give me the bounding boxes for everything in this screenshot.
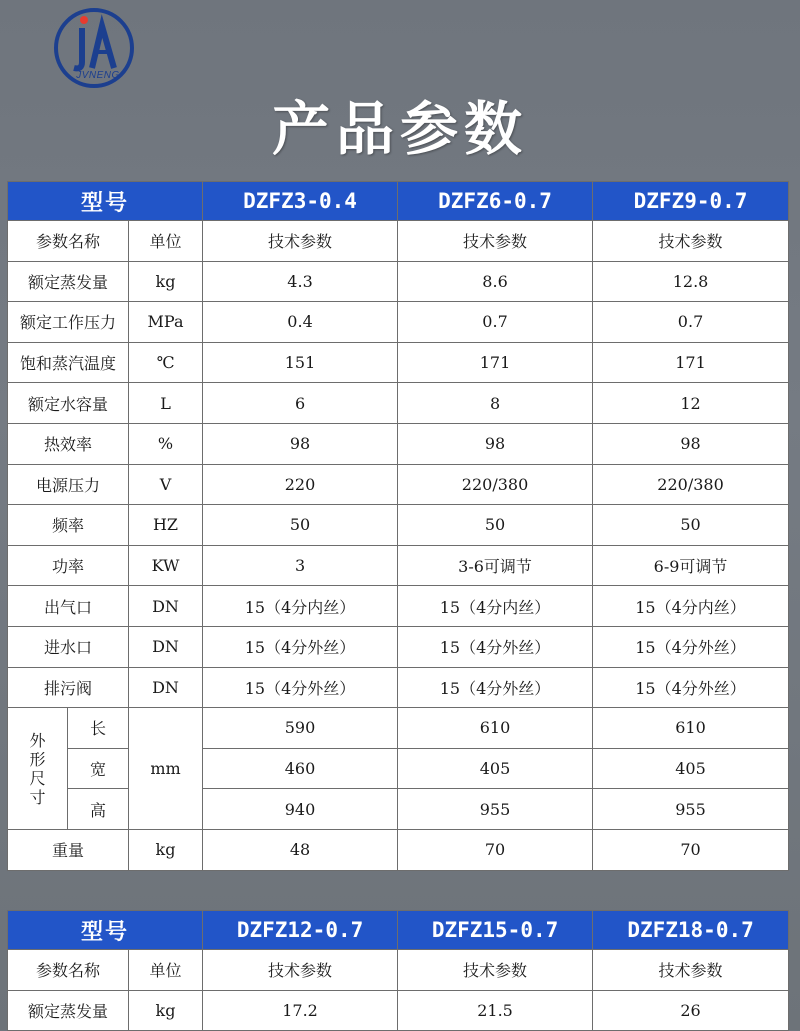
param-value: 8: [398, 383, 593, 424]
param-value: 610: [398, 708, 593, 749]
model-name: DZFZ9-0.7: [593, 182, 789, 221]
param-value: 6-9可调节: [593, 545, 789, 586]
param-value: 220/380: [593, 464, 789, 505]
param-value: 98: [398, 423, 593, 464]
param-unit: DN: [129, 667, 203, 708]
param-value: 15（4分外丝）: [398, 626, 593, 667]
param-value: 0.4: [203, 302, 398, 343]
param-value: 220/380: [398, 464, 593, 505]
table-header-row: [8, 182, 789, 221]
dimension-name: 长: [68, 708, 129, 749]
param-value: 151: [203, 342, 398, 383]
param-value: 0.7: [593, 302, 789, 343]
param-value: 技术参数: [203, 950, 398, 991]
param-value: 15（4分外丝）: [593, 626, 789, 667]
dimension-unit: mm: [129, 708, 203, 830]
spec-table-2: [7, 910, 789, 1031]
param-value: 50: [203, 505, 398, 546]
param-name: 额定蒸发量: [8, 261, 129, 302]
param-name: 热效率: [8, 423, 129, 464]
param-unit: 单位: [129, 221, 203, 262]
table-row: [8, 545, 789, 586]
param-value: 70: [593, 829, 789, 870]
param-value: 21.5: [398, 990, 593, 1031]
table-row: [8, 383, 789, 424]
param-unit: ℃: [129, 342, 203, 383]
param-name: 功率: [8, 545, 129, 586]
param-name: 进水口: [8, 626, 129, 667]
dimensions-label: [8, 708, 68, 830]
param-value: 17.2: [203, 990, 398, 1031]
param-value: 3-6可调节: [398, 545, 593, 586]
param-value: 48: [203, 829, 398, 870]
param-value: 3: [203, 545, 398, 586]
param-unit: 单位: [129, 950, 203, 991]
table-row: [8, 748, 789, 789]
param-value: 955: [398, 789, 593, 830]
param-value: 15（4分内丝）: [203, 586, 398, 627]
param-value: 171: [593, 342, 789, 383]
table-row: [8, 950, 789, 991]
param-value: 6: [203, 383, 398, 424]
param-name: 额定蒸发量: [8, 990, 129, 1031]
param-unit: MPa: [129, 302, 203, 343]
param-value: 8.6: [398, 261, 593, 302]
param-unit: V: [129, 464, 203, 505]
param-value: 171: [398, 342, 593, 383]
param-value: 15（4分内丝）: [398, 586, 593, 627]
table-row: [8, 261, 789, 302]
table-row: [8, 221, 789, 262]
dimensions-label-text: 外 形 尺 寸: [29, 730, 46, 807]
param-name: 参数名称: [8, 950, 129, 991]
param-name: 额定水容量: [8, 383, 129, 424]
table-row: [8, 708, 789, 749]
param-value: 220: [203, 464, 398, 505]
table-row: [8, 586, 789, 627]
param-value: 98: [203, 423, 398, 464]
param-value: 技术参数: [593, 221, 789, 262]
param-value: 15（4分外丝）: [203, 667, 398, 708]
table-header-row: [8, 911, 789, 950]
param-value: 26: [593, 990, 789, 1031]
param-value: 0.7: [398, 302, 593, 343]
param-unit: L: [129, 383, 203, 424]
table-row: [8, 789, 789, 830]
table-row: [8, 423, 789, 464]
param-value: 技术参数: [593, 950, 789, 991]
model-name: DZFZ15-0.7: [398, 911, 593, 950]
model-name: DZFZ18-0.7: [593, 911, 789, 950]
param-name: 电源压力: [8, 464, 129, 505]
param-value: 405: [398, 748, 593, 789]
param-value: 405: [593, 748, 789, 789]
table-row: [8, 342, 789, 383]
param-value: 15（4分外丝）: [593, 667, 789, 708]
param-unit: HZ: [129, 505, 203, 546]
table-row: [8, 302, 789, 343]
param-unit: kg: [129, 829, 203, 870]
table-row: [8, 667, 789, 708]
param-name: 出气口: [8, 586, 129, 627]
param-unit: KW: [129, 545, 203, 586]
param-name: 参数名称: [8, 221, 129, 262]
model-header-label: 型号: [8, 182, 203, 221]
param-value: 15（4分外丝）: [398, 667, 593, 708]
param-unit: %: [129, 423, 203, 464]
param-value: 98: [593, 423, 789, 464]
model-name: DZFZ3-0.4: [203, 182, 398, 221]
param-value: 940: [203, 789, 398, 830]
table-row: [8, 829, 789, 870]
param-name: 重量: [8, 829, 129, 870]
param-unit: kg: [129, 990, 203, 1031]
param-value: 15（4分外丝）: [203, 626, 398, 667]
param-value: 4.3: [203, 261, 398, 302]
table-row: [8, 990, 789, 1031]
table-row: [8, 505, 789, 546]
param-name: 频率: [8, 505, 129, 546]
param-name: 排污阀: [8, 667, 129, 708]
param-value: 12: [593, 383, 789, 424]
param-name: 额定工作压力: [8, 302, 129, 343]
param-value: 460: [203, 748, 398, 789]
param-value: 50: [593, 505, 789, 546]
page-title: 产品参数: [271, 95, 528, 163]
param-value: 590: [203, 708, 398, 749]
param-unit: kg: [129, 261, 203, 302]
param-value: 技术参数: [203, 221, 398, 262]
param-unit: DN: [129, 626, 203, 667]
model-name: DZFZ6-0.7: [398, 182, 593, 221]
param-value: 70: [398, 829, 593, 870]
dimension-name: 高: [68, 789, 129, 830]
param-value: 955: [593, 789, 789, 830]
table-row: [8, 464, 789, 505]
param-value: 610: [593, 708, 789, 749]
model-header-label: 型号: [8, 911, 203, 950]
param-value: 技术参数: [398, 221, 593, 262]
table-row: [8, 626, 789, 667]
param-value: 技术参数: [398, 950, 593, 991]
param-name: 饱和蒸汽温度: [8, 342, 129, 383]
param-value: 12.8: [593, 261, 789, 302]
spec-table-1: [7, 181, 789, 871]
model-name: DZFZ12-0.7: [203, 911, 398, 950]
dimension-name: 宽: [68, 748, 129, 789]
param-value: 15（4分内丝）: [593, 586, 789, 627]
param-unit: DN: [129, 586, 203, 627]
logo-text: JVNENG: [76, 70, 120, 81]
param-value: 50: [398, 505, 593, 546]
